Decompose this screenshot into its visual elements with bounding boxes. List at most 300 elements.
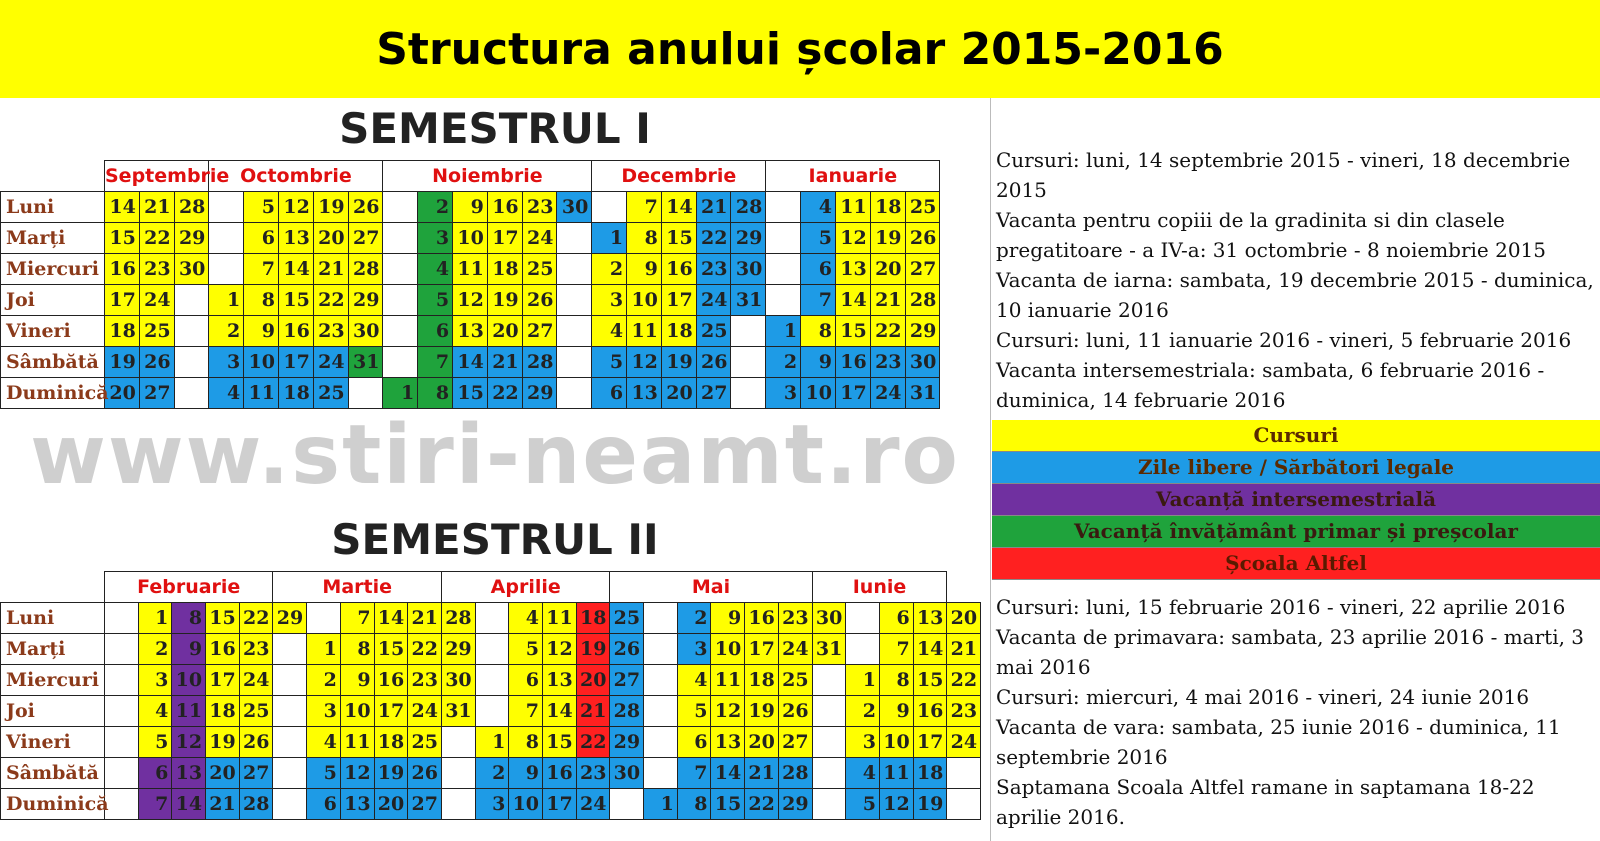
date-cell (105, 758, 139, 789)
legend-item: Zile libere / Sărbători legale (992, 452, 1600, 484)
date-cell (209, 223, 244, 254)
date-cell (174, 378, 209, 409)
date-cell: 14 (374, 603, 408, 634)
date-cell: 22 (870, 316, 905, 347)
date-cell (209, 254, 244, 285)
date-cell (766, 254, 801, 285)
date-cell: 15 (374, 634, 408, 665)
date-cell: 23 (696, 254, 731, 285)
date-cell: 27 (348, 223, 383, 254)
day-name: Sâmbătă (1, 758, 105, 789)
date-cell: 17 (745, 634, 779, 665)
date-cell: 17 (913, 727, 947, 758)
date-cell (731, 347, 766, 378)
date-cell: 13 (279, 223, 314, 254)
date-cell: 14 (543, 696, 577, 727)
date-cell: 5 (418, 285, 453, 316)
date-cell (812, 789, 846, 820)
date-cell (644, 665, 678, 696)
header-spacer (1, 572, 105, 603)
info-line: Vacanta intersemestriala: sambata, 6 februarie 2016 - duminica, 14 februarie 2016 (996, 358, 1545, 412)
month-header-row (1, 161, 940, 192)
date-cell (947, 789, 981, 820)
date-cell: 6 (509, 665, 543, 696)
date-cell: 4 (592, 316, 627, 347)
date-cell (105, 603, 139, 634)
date-cell: 3 (592, 285, 627, 316)
date-cell: 29 (905, 316, 940, 347)
date-cell: 11 (879, 758, 913, 789)
date-cell: 22 (576, 727, 610, 758)
info-line: Saptamana Scoala Altfel ramane in saptamana 18-22 aprilie 2016. (996, 775, 1535, 829)
date-cell: 12 (340, 758, 374, 789)
date-cell: 3 (846, 727, 880, 758)
week-row-3 (1, 696, 981, 727)
date-cell: 5 (592, 347, 627, 378)
date-cell: 19 (206, 727, 240, 758)
date-cell: 18 (279, 378, 314, 409)
date-cell: 22 (313, 285, 348, 316)
date-cell: 12 (543, 634, 577, 665)
date-cell: 11 (453, 254, 488, 285)
page-title: Structura anului școlar 2015-2016 (376, 23, 1224, 75)
date-cell: 13 (340, 789, 374, 820)
date-cell: 17 (661, 285, 696, 316)
date-cell: 3 (766, 378, 801, 409)
date-cell: 20 (313, 223, 348, 254)
date-cell: 30 (441, 665, 475, 696)
date-cell (105, 665, 139, 696)
day-name: Joi (1, 696, 105, 727)
date-cell: 3 (475, 789, 509, 820)
date-cell (644, 758, 678, 789)
date-cell: 16 (105, 254, 140, 285)
date-cell: 13 (711, 727, 745, 758)
date-cell: 2 (418, 192, 453, 223)
date-cell: 6 (418, 316, 453, 347)
date-cell: 17 (543, 789, 577, 820)
date-cell: 21 (313, 254, 348, 285)
date-cell (592, 192, 627, 223)
date-cell: 30 (812, 603, 846, 634)
date-cell: 26 (239, 727, 273, 758)
date-cell (383, 223, 418, 254)
date-cell: 1 (209, 285, 244, 316)
date-cell: 8 (244, 285, 279, 316)
date-cell: 1 (592, 223, 627, 254)
day-name: Marți (1, 223, 105, 254)
date-cell: 7 (244, 254, 279, 285)
date-cell (475, 634, 509, 665)
date-cell (557, 285, 592, 316)
date-cell: 14 (661, 192, 696, 223)
date-cell: 16 (279, 316, 314, 347)
semester1-title: SEMESTRUL I (339, 104, 651, 153)
date-cell: 1 (383, 378, 418, 409)
date-cell: 15 (105, 223, 140, 254)
date-cell: 1 (766, 316, 801, 347)
legend-item: Cursuri (992, 420, 1600, 452)
date-cell (273, 696, 307, 727)
date-cell: 18 (105, 316, 140, 347)
date-cell (105, 727, 139, 758)
date-cell: 8 (172, 603, 206, 634)
legend-item: Școala Altfel (992, 548, 1600, 580)
date-cell: 24 (313, 347, 348, 378)
week-row-0 (1, 192, 940, 223)
date-cell: 21 (947, 634, 981, 665)
date-cell (383, 192, 418, 223)
date-cell (812, 665, 846, 696)
week-row-2 (1, 665, 981, 696)
date-cell: 22 (696, 223, 731, 254)
date-cell: 12 (711, 696, 745, 727)
semester2-calendar (0, 571, 981, 820)
date-cell: 26 (348, 192, 383, 223)
week-row-1 (1, 223, 940, 254)
date-cell: 29 (348, 285, 383, 316)
date-cell: 21 (576, 696, 610, 727)
date-cell: 23 (947, 696, 981, 727)
date-cell: 9 (627, 254, 662, 285)
title-banner (0, 0, 1600, 98)
date-cell: 30 (731, 254, 766, 285)
date-cell: 30 (557, 192, 592, 223)
date-cell (441, 727, 475, 758)
date-cell: 6 (307, 789, 341, 820)
date-cell (557, 378, 592, 409)
date-cell: 16 (835, 347, 870, 378)
date-cell: 18 (661, 316, 696, 347)
date-cell: 12 (627, 347, 662, 378)
date-cell: 11 (627, 316, 662, 347)
date-cell: 1 (138, 603, 172, 634)
date-cell: 15 (661, 223, 696, 254)
date-cell: 20 (947, 603, 981, 634)
date-cell: 2 (209, 316, 244, 347)
date-cell: 19 (105, 347, 140, 378)
date-cell: 7 (677, 758, 711, 789)
date-cell (209, 192, 244, 223)
date-cell: 24 (778, 634, 812, 665)
date-cell: 25 (408, 727, 442, 758)
date-cell (475, 603, 509, 634)
date-cell (383, 285, 418, 316)
date-cell: 25 (139, 316, 174, 347)
date-cell: 6 (879, 603, 913, 634)
date-cell (557, 316, 592, 347)
date-cell: 10 (627, 285, 662, 316)
date-cell: 19 (913, 789, 947, 820)
date-cell (812, 727, 846, 758)
date-cell: 28 (610, 696, 644, 727)
date-cell: 1 (475, 727, 509, 758)
date-cell (947, 758, 981, 789)
date-cell: 16 (543, 758, 577, 789)
date-cell: 2 (677, 603, 711, 634)
info-line: Cursuri: luni, 14 septembrie 2015 - vineri, 18 decembrie 2015 (996, 148, 1571, 202)
month-mai: Mai (610, 572, 812, 603)
date-cell: 2 (307, 665, 341, 696)
date-cell: 11 (711, 665, 745, 696)
date-cell: 18 (374, 727, 408, 758)
date-cell: 20 (870, 254, 905, 285)
info-line: Cursuri: miercuri, 4 mai 2016 - vineri, 24 iunie 2016 (996, 685, 1530, 709)
date-cell: 19 (374, 758, 408, 789)
date-cell: 29 (610, 727, 644, 758)
date-cell: 16 (913, 696, 947, 727)
date-cell: 16 (661, 254, 696, 285)
date-cell: 29 (522, 378, 557, 409)
week-row-6 (1, 789, 981, 820)
date-cell: 24 (947, 727, 981, 758)
date-cell: 30 (174, 254, 209, 285)
date-cell: 1 (846, 665, 880, 696)
date-cell: 14 (105, 192, 140, 223)
column-divider (990, 98, 991, 841)
date-cell: 6 (244, 223, 279, 254)
day-name: Miercuri (1, 665, 105, 696)
date-cell: 19 (745, 696, 779, 727)
month-decembrie: Decembrie (592, 161, 766, 192)
date-cell: 17 (374, 696, 408, 727)
date-cell (383, 347, 418, 378)
date-cell: 18 (745, 665, 779, 696)
date-cell: 10 (801, 378, 836, 409)
date-cell: 5 (677, 696, 711, 727)
date-cell: 29 (441, 634, 475, 665)
date-cell: 7 (138, 789, 172, 820)
date-cell: 31 (812, 634, 846, 665)
date-cell: 24 (576, 789, 610, 820)
week-row-4 (1, 316, 940, 347)
date-cell: 11 (244, 378, 279, 409)
date-cell: 1 (307, 634, 341, 665)
date-cell: 19 (487, 285, 522, 316)
date-cell: 27 (139, 378, 174, 409)
date-cell (766, 223, 801, 254)
date-cell: 3 (138, 665, 172, 696)
date-cell (644, 696, 678, 727)
date-cell: 17 (105, 285, 140, 316)
date-cell: 7 (340, 603, 374, 634)
date-cell: 23 (778, 603, 812, 634)
date-cell: 13 (172, 758, 206, 789)
date-cell: 26 (408, 758, 442, 789)
date-cell: 24 (522, 223, 557, 254)
date-cell: 4 (801, 192, 836, 223)
date-cell: 15 (453, 378, 488, 409)
date-cell (644, 634, 678, 665)
day-name: Sâmbătă (1, 347, 105, 378)
date-cell: 4 (138, 696, 172, 727)
date-cell: 6 (801, 254, 836, 285)
date-cell: 26 (522, 285, 557, 316)
date-cell: 11 (835, 192, 870, 223)
header-spacer (1, 161, 105, 192)
date-cell: 9 (453, 192, 488, 223)
date-cell: 9 (172, 634, 206, 665)
date-cell: 17 (487, 223, 522, 254)
date-cell: 12 (453, 285, 488, 316)
date-cell: 27 (696, 378, 731, 409)
date-cell (383, 316, 418, 347)
date-cell (105, 634, 139, 665)
color-legend (992, 420, 1600, 580)
date-cell: 31 (905, 378, 940, 409)
date-cell: 28 (441, 603, 475, 634)
date-cell: 14 (279, 254, 314, 285)
date-cell: 11 (543, 603, 577, 634)
day-name: Luni (1, 603, 105, 634)
date-cell (105, 696, 139, 727)
date-cell: 6 (677, 727, 711, 758)
legend-item: Vacanță învățământ primar și preșcolar (992, 516, 1600, 548)
legend-item: Vacanță intersemestrială (992, 484, 1600, 516)
date-cell: 29 (273, 603, 307, 634)
date-cell: 27 (522, 316, 557, 347)
date-cell: 14 (711, 758, 745, 789)
week-row-4 (1, 727, 981, 758)
day-name: Vineri (1, 316, 105, 347)
date-cell: 8 (677, 789, 711, 820)
date-cell (273, 634, 307, 665)
date-cell: 17 (206, 665, 240, 696)
date-cell (273, 758, 307, 789)
date-cell: 23 (139, 254, 174, 285)
date-cell: 7 (879, 634, 913, 665)
date-cell: 9 (879, 696, 913, 727)
day-name: Duminică (1, 789, 105, 820)
date-cell: 28 (239, 789, 273, 820)
date-cell: 28 (778, 758, 812, 789)
date-cell: 2 (138, 634, 172, 665)
date-cell: 7 (509, 696, 543, 727)
week-row-6 (1, 378, 940, 409)
date-cell: 16 (374, 665, 408, 696)
date-cell: 22 (947, 665, 981, 696)
date-cell: 7 (627, 192, 662, 223)
day-name: Luni (1, 192, 105, 223)
date-cell: 28 (905, 285, 940, 316)
date-cell: 29 (778, 789, 812, 820)
date-cell: 2 (846, 696, 880, 727)
date-cell (557, 223, 592, 254)
date-cell: 24 (239, 665, 273, 696)
date-cell: 10 (879, 727, 913, 758)
date-cell (174, 347, 209, 378)
date-cell: 23 (522, 192, 557, 223)
date-cell: 13 (453, 316, 488, 347)
date-cell (273, 789, 307, 820)
week-row-2 (1, 254, 940, 285)
info-line: Vacanta de iarna: sambata, 19 decembrie 2015 - duminica, 10 ianuarie 2016 (996, 268, 1594, 322)
date-cell: 28 (522, 347, 557, 378)
date-cell: 26 (905, 223, 940, 254)
date-cell: 21 (206, 789, 240, 820)
date-cell: 5 (846, 789, 880, 820)
date-cell: 10 (172, 665, 206, 696)
month-februarie: Februarie (105, 572, 273, 603)
date-cell: 22 (239, 603, 273, 634)
month-iunie: Iunie (812, 572, 947, 603)
date-cell: 3 (307, 696, 341, 727)
date-cell (273, 665, 307, 696)
week-row-5 (1, 758, 981, 789)
date-cell: 13 (543, 665, 577, 696)
day-name: Joi (1, 285, 105, 316)
date-cell: 2 (766, 347, 801, 378)
date-cell: 14 (835, 285, 870, 316)
date-cell: 22 (745, 789, 779, 820)
date-cell: 25 (313, 378, 348, 409)
date-cell: 27 (239, 758, 273, 789)
date-cell: 21 (139, 192, 174, 223)
date-cell: 15 (543, 727, 577, 758)
date-cell: 21 (745, 758, 779, 789)
month-header-row (1, 572, 981, 603)
date-cell (307, 603, 341, 634)
date-cell (812, 758, 846, 789)
date-cell: 29 (174, 223, 209, 254)
date-cell: 18 (576, 603, 610, 634)
date-cell: 19 (661, 347, 696, 378)
date-cell: 30 (610, 758, 644, 789)
date-cell: 12 (835, 223, 870, 254)
date-cell: 9 (801, 347, 836, 378)
date-cell: 5 (244, 192, 279, 223)
date-cell: 15 (206, 603, 240, 634)
date-cell: 7 (418, 347, 453, 378)
date-cell (441, 789, 475, 820)
date-cell: 12 (879, 789, 913, 820)
date-cell (846, 634, 880, 665)
date-cell: 27 (905, 254, 940, 285)
date-cell: 30 (905, 347, 940, 378)
date-cell: 16 (487, 192, 522, 223)
date-cell: 2 (592, 254, 627, 285)
date-cell: 10 (340, 696, 374, 727)
date-cell: 24 (139, 285, 174, 316)
date-cell: 5 (509, 634, 543, 665)
date-cell: 20 (745, 727, 779, 758)
date-cell: 17 (279, 347, 314, 378)
date-cell: 23 (870, 347, 905, 378)
date-cell: 10 (711, 634, 745, 665)
info-line: Vacanta pentru copiii de la gradinita si din clasele pregatitoare - a IV-a: 31 octombrie - 8 noiembrie 2015 (996, 208, 1547, 262)
date-cell: 8 (418, 378, 453, 409)
date-cell (766, 192, 801, 223)
date-cell: 20 (661, 378, 696, 409)
date-cell: 24 (870, 378, 905, 409)
date-cell: 27 (610, 665, 644, 696)
date-cell: 8 (509, 727, 543, 758)
date-cell (644, 727, 678, 758)
date-cell: 4 (509, 603, 543, 634)
date-cell: 23 (313, 316, 348, 347)
date-cell: 1 (644, 789, 678, 820)
date-cell (557, 347, 592, 378)
week-row-5 (1, 347, 940, 378)
date-cell: 14 (172, 789, 206, 820)
date-cell: 3 (209, 347, 244, 378)
date-cell: 11 (340, 727, 374, 758)
date-cell: 27 (408, 789, 442, 820)
month-septembrie: Septembrie (105, 161, 209, 192)
date-cell: 16 (206, 634, 240, 665)
semester2-title: SEMESTRUL II (331, 515, 659, 564)
date-cell: 25 (778, 665, 812, 696)
